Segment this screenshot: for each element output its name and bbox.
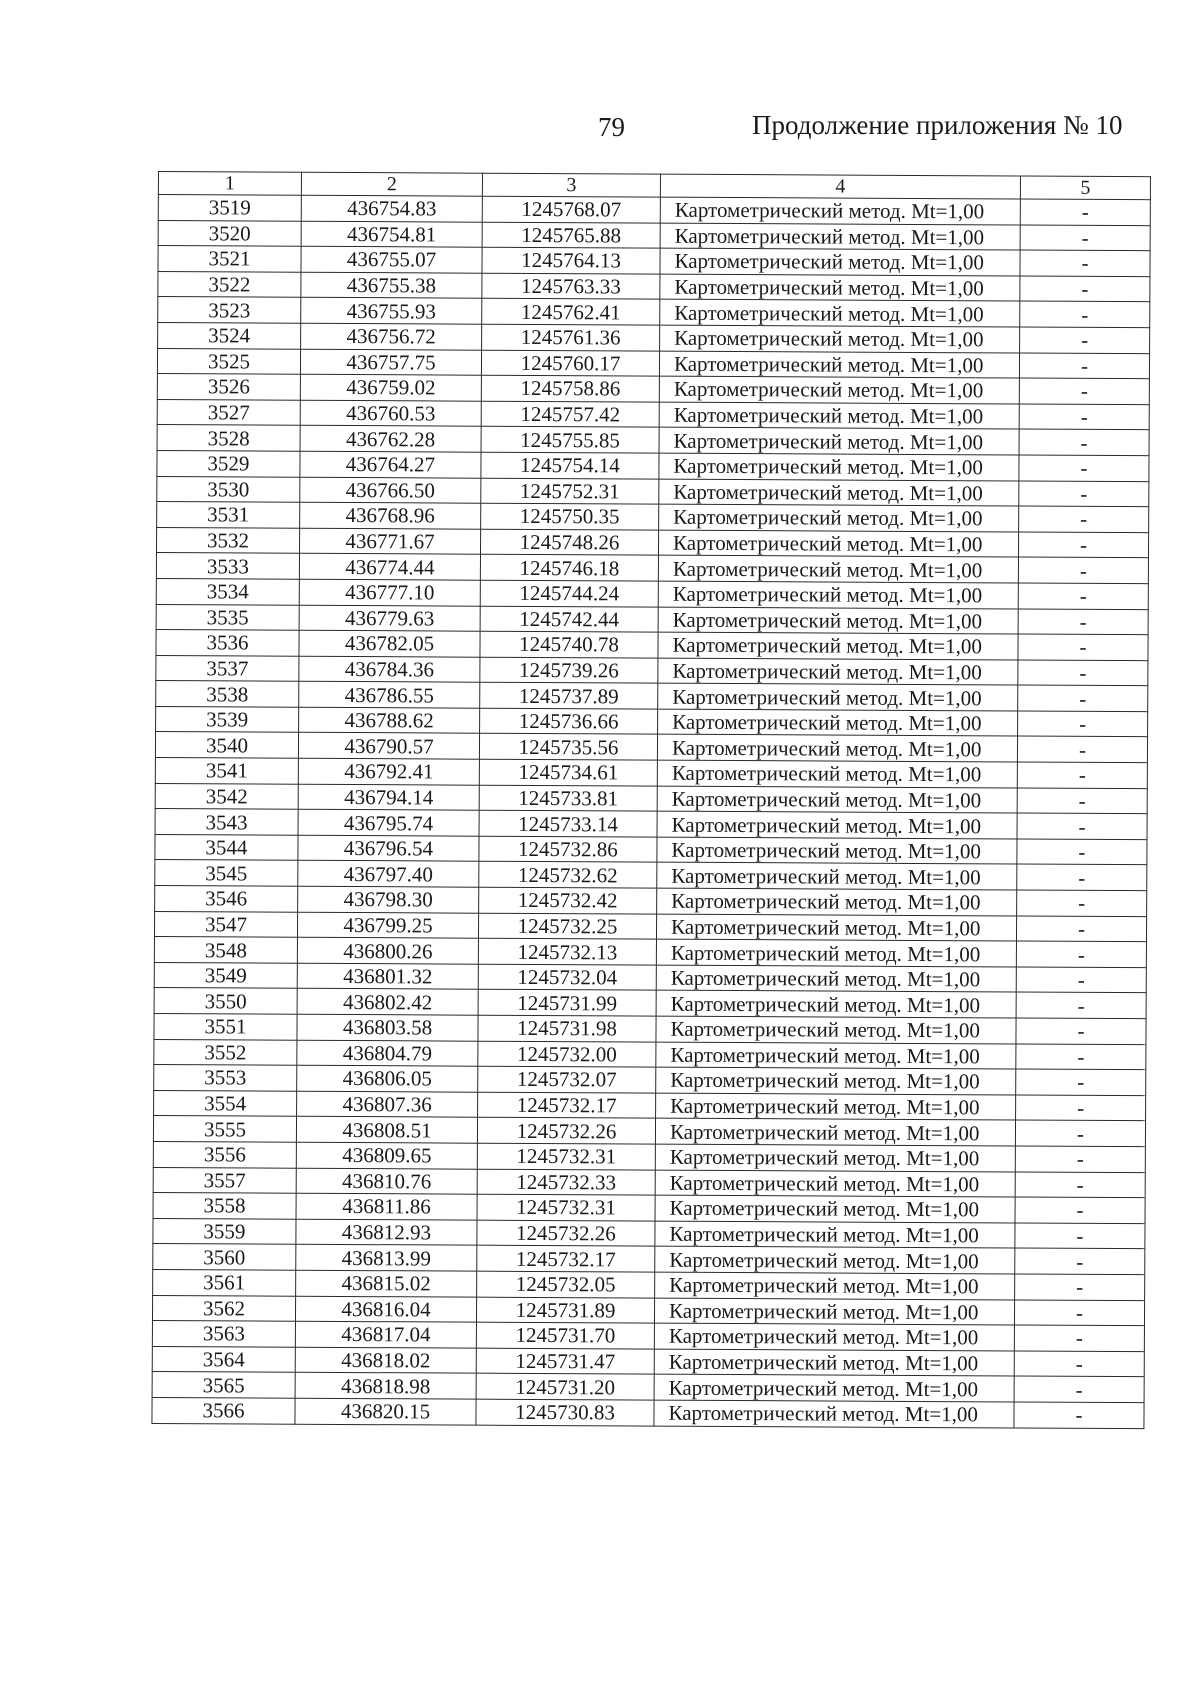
method-cell: Картометрический метод. Mt=1,00	[658, 607, 1018, 634]
x-coordinate-cell: 436755.07	[301, 246, 482, 273]
note-cell: -	[1019, 455, 1149, 481]
y-coordinate-cell: 1245732.17	[478, 1092, 656, 1119]
x-coordinate-cell: 436815.02	[296, 1270, 477, 1297]
point-number-cell: 3538	[156, 681, 299, 707]
y-coordinate-cell: 1245768.07	[482, 196, 660, 223]
method-cell: Картометрический метод. Mt=1,00	[654, 1349, 1014, 1376]
x-coordinate-cell: 436790.57	[298, 733, 479, 760]
point-number-cell: 3522	[158, 271, 301, 297]
note-cell: -	[1016, 1044, 1146, 1070]
y-coordinate-cell: 1245732.17	[477, 1246, 655, 1273]
note-cell: -	[1014, 1402, 1144, 1428]
x-coordinate-cell: 436771.67	[299, 528, 480, 555]
table-body	[152, 195, 1150, 1429]
method-cell: Картометрический метод. Mt=1,00	[660, 274, 1020, 301]
method-cell: Картометрический метод. Mt=1,00	[655, 1221, 1015, 1248]
note-cell: -	[1020, 301, 1150, 327]
note-cell: -	[1017, 864, 1147, 890]
method-cell: Картометрический метод. Mt=1,00	[656, 1042, 1016, 1069]
method-cell: Картометрический метод. Mt=1,00	[654, 1323, 1014, 1350]
x-coordinate-cell: 436811.86	[296, 1193, 477, 1220]
method-cell: Картометрический метод. Mt=1,00	[659, 351, 1019, 378]
point-number-cell: 3552	[154, 1039, 297, 1065]
point-number-cell: 3548	[154, 937, 297, 963]
note-cell: -	[1016, 1018, 1146, 1044]
y-coordinate-cell: 1245762.41	[482, 299, 660, 326]
note-cell: -	[1016, 1095, 1146, 1121]
method-cell: Картометрический метод. Mt=1,00	[657, 837, 1017, 864]
method-cell: Картометрический метод. Mt=1,00	[656, 1093, 1016, 1120]
method-cell: Картометрический метод. Mt=1,00	[655, 1118, 1015, 1145]
note-cell: -	[1015, 1172, 1145, 1198]
method-cell: Картометрический метод. Mt=1,00	[657, 735, 1017, 762]
note-cell: -	[1016, 967, 1146, 993]
note-cell: -	[1020, 225, 1150, 251]
point-number-cell: 3521	[158, 246, 301, 272]
x-coordinate-cell: 436812.93	[296, 1219, 477, 1246]
y-coordinate-cell: 1245735.56	[479, 734, 657, 761]
y-coordinate-cell: 1245755.85	[481, 427, 659, 454]
note-cell: -	[1018, 711, 1148, 737]
method-cell: Картометрический метод. Mt=1,00	[660, 223, 1020, 250]
method-cell: Картометрический метод. Mt=1,00	[657, 863, 1017, 890]
y-coordinate-cell: 1245758.86	[481, 375, 659, 402]
x-coordinate-cell: 436774.44	[299, 554, 480, 581]
point-number-cell: 3546	[155, 886, 298, 912]
method-cell: Картометрический метод. Mt=1,00	[659, 376, 1019, 403]
x-coordinate-cell: 436784.36	[299, 656, 480, 683]
method-cell: Картометрический метод. Mt=1,00	[654, 1374, 1014, 1401]
method-cell: Картометрический метод. Mt=1,00	[656, 965, 1016, 992]
point-number-cell: 3544	[155, 834, 298, 860]
note-cell: -	[1015, 1248, 1145, 1274]
note-cell: -	[1019, 481, 1149, 507]
x-coordinate-cell: 436762.28	[300, 426, 481, 453]
y-coordinate-cell: 1245732.13	[478, 938, 656, 965]
note-cell: -	[1017, 890, 1147, 916]
x-coordinate-cell: 436808.51	[296, 1117, 477, 1144]
point-number-cell: 3540	[155, 732, 298, 758]
y-coordinate-cell: 1245732.05	[477, 1271, 655, 1298]
column-header-3: 3	[482, 173, 660, 197]
x-coordinate-cell: 436764.27	[300, 451, 481, 478]
point-number-cell: 3551	[154, 1013, 297, 1039]
x-coordinate-cell: 436792.41	[298, 758, 479, 785]
point-number-cell: 3534	[156, 578, 299, 604]
point-number-cell: 3549	[154, 962, 297, 988]
y-coordinate-cell: 1245731.89	[476, 1297, 654, 1324]
note-cell: -	[1014, 1351, 1144, 1377]
method-cell: Картометрический метод. Mt=1,00	[656, 939, 1016, 966]
note-cell: -	[1015, 1146, 1145, 1172]
point-number-cell: 3557	[153, 1167, 296, 1193]
y-coordinate-cell: 1245732.31	[477, 1143, 655, 1170]
note-cell: -	[1015, 1197, 1145, 1223]
y-coordinate-cell: 1245746.18	[480, 555, 658, 582]
y-coordinate-cell: 1245732.62	[479, 862, 657, 889]
y-coordinate-cell: 1245732.07	[478, 1066, 656, 1093]
method-cell: Картометрический метод. Mt=1,00	[659, 504, 1019, 531]
point-number-cell: 3561	[153, 1269, 296, 1295]
method-cell: Картометрический метод. Mt=1,00	[657, 811, 1017, 838]
y-coordinate-cell: 1245760.17	[481, 350, 659, 377]
coordinates-table-wrapper	[151, 171, 1150, 1429]
point-number-cell: 3526	[157, 374, 300, 400]
y-coordinate-cell: 1245761.36	[482, 324, 660, 351]
method-cell: Картометрический метод. Mt=1,00	[658, 632, 1018, 659]
note-cell: -	[1020, 276, 1150, 302]
point-number-cell: 3528	[157, 425, 300, 451]
x-coordinate-cell: 436794.14	[298, 784, 479, 811]
column-header-2: 2	[301, 172, 482, 196]
note-cell: -	[1015, 1274, 1145, 1300]
point-number-cell: 3545	[155, 860, 298, 886]
method-cell: Картометрический метод. Mt=1,00	[656, 991, 1016, 1018]
x-coordinate-cell: 436803.58	[297, 1014, 478, 1041]
y-coordinate-cell: 1245731.47	[476, 1348, 654, 1375]
x-coordinate-cell: 436804.79	[297, 1040, 478, 1067]
point-number-cell: 3525	[157, 348, 300, 374]
method-cell: Картометрический метод. Mt=1,00	[658, 581, 1018, 608]
x-coordinate-cell: 436760.53	[300, 400, 481, 427]
x-coordinate-cell: 436754.83	[301, 195, 482, 222]
point-number-cell: 3562	[152, 1295, 295, 1321]
x-coordinate-cell: 436755.93	[301, 298, 482, 325]
y-coordinate-cell: 1245731.98	[478, 1015, 656, 1042]
point-number-cell: 3537	[156, 655, 299, 681]
page-number: 79	[598, 112, 625, 142]
x-coordinate-cell: 436754.81	[301, 221, 482, 248]
point-number-cell: 3520	[158, 220, 301, 246]
x-coordinate-cell: 436818.02	[295, 1347, 476, 1374]
x-coordinate-cell: 436809.65	[296, 1142, 477, 1169]
x-coordinate-cell: 436786.55	[299, 682, 480, 709]
x-coordinate-cell: 436788.62	[299, 707, 480, 734]
x-coordinate-cell: 436757.75	[300, 349, 481, 376]
point-number-cell: 3529	[157, 450, 300, 476]
note-cell: -	[1017, 788, 1147, 814]
point-number-cell: 3542	[155, 783, 298, 809]
point-number-cell: 3536	[156, 630, 299, 656]
column-header-1: 1	[158, 172, 301, 196]
point-number-cell: 3539	[156, 706, 299, 732]
x-coordinate-cell: 436797.40	[298, 861, 479, 888]
method-cell: Картометрический метод. Mt=1,00	[656, 1067, 1016, 1094]
note-cell: -	[1018, 685, 1148, 711]
method-cell: Картометрический метод. Mt=1,00	[658, 530, 1018, 557]
y-coordinate-cell: 1245757.42	[481, 401, 659, 428]
method-cell: Картометрический метод. Mt=1,00	[654, 1400, 1014, 1427]
point-number-cell: 3558	[153, 1193, 296, 1219]
method-cell: Картометрический метод. Mt=1,00	[655, 1144, 1015, 1171]
point-number-cell: 3541	[155, 758, 298, 784]
y-coordinate-cell: 1245731.99	[478, 990, 656, 1017]
point-number-cell: 3532	[157, 527, 300, 553]
x-coordinate-cell: 436807.36	[297, 1091, 478, 1118]
y-coordinate-cell: 1245752.31	[481, 478, 659, 505]
y-coordinate-cell: 1245732.26	[477, 1220, 655, 1247]
y-coordinate-cell: 1245732.86	[479, 836, 657, 863]
x-coordinate-cell: 436817.04	[295, 1321, 476, 1348]
point-number-cell: 3563	[152, 1321, 295, 1347]
method-cell: Картометрический метод. Mt=1,00	[660, 197, 1020, 224]
y-coordinate-cell: 1245763.33	[482, 273, 660, 300]
method-cell: Картометрический метод. Mt=1,00	[657, 888, 1017, 915]
note-cell: -	[1018, 660, 1148, 686]
y-coordinate-cell: 1245732.04	[478, 964, 656, 991]
y-coordinate-cell: 1245730.83	[476, 1399, 654, 1426]
note-cell: -	[1017, 762, 1147, 788]
y-coordinate-cell: 1245734.61	[479, 759, 657, 786]
point-number-cell: 3519	[158, 195, 301, 221]
x-coordinate-cell: 436779.63	[299, 605, 480, 632]
note-cell: -	[1018, 557, 1148, 583]
method-cell: Картометрический метод. Mt=1,00	[655, 1195, 1015, 1222]
y-coordinate-cell: 1245732.25	[478, 913, 656, 940]
y-coordinate-cell: 1245732.33	[477, 1169, 655, 1196]
x-coordinate-cell: 436756.72	[301, 323, 482, 350]
y-coordinate-cell: 1245731.70	[476, 1322, 654, 1349]
x-coordinate-cell: 436801.32	[297, 963, 478, 990]
point-number-cell: 3566	[152, 1397, 295, 1423]
note-cell: -	[1017, 813, 1147, 839]
y-coordinate-cell: 1245750.35	[481, 503, 659, 530]
y-coordinate-cell: 1245732.26	[477, 1118, 655, 1145]
method-cell: Картометрический метод. Mt=1,00	[658, 683, 1018, 710]
note-cell: -	[1019, 378, 1149, 404]
y-coordinate-cell: 1245737.89	[480, 682, 658, 709]
note-cell: -	[1019, 429, 1149, 455]
method-cell: Картометрический метод. Mt=1,00	[660, 248, 1020, 275]
page-caption: Продолжение приложения № 10	[752, 110, 1123, 140]
method-cell: Картометрический метод. Mt=1,00	[660, 325, 1020, 352]
point-number-cell: 3533	[156, 553, 299, 579]
x-coordinate-cell: 436806.05	[297, 1065, 478, 1092]
note-cell: -	[1020, 250, 1150, 276]
y-coordinate-cell: 1245764.13	[482, 247, 660, 274]
x-coordinate-cell: 436766.50	[300, 477, 481, 504]
x-coordinate-cell: 436759.02	[300, 374, 481, 401]
method-cell: Картометрический метод. Mt=1,00	[655, 1272, 1015, 1299]
x-coordinate-cell: 436799.25	[297, 912, 478, 939]
point-number-cell: 3547	[154, 911, 297, 937]
note-cell: -	[1017, 736, 1147, 762]
note-cell: -	[1019, 353, 1149, 379]
x-coordinate-cell: 436800.26	[297, 937, 478, 964]
point-number-cell: 3555	[153, 1116, 296, 1142]
x-coordinate-cell: 436777.10	[299, 579, 480, 606]
point-number-cell: 3564	[152, 1346, 295, 1372]
method-cell: Картометрический метод. Mt=1,00	[655, 1246, 1015, 1273]
method-cell: Картометрический метод. Mt=1,00	[655, 1170, 1015, 1197]
y-coordinate-cell: 1245742.44	[480, 606, 658, 633]
point-number-cell: 3553	[154, 1065, 297, 1091]
x-coordinate-cell: 436795.74	[298, 809, 479, 836]
note-cell: -	[1020, 199, 1150, 225]
note-cell: -	[1018, 583, 1148, 609]
point-number-cell: 3524	[158, 322, 301, 348]
y-coordinate-cell: 1245744.24	[480, 580, 658, 607]
point-number-cell: 3559	[153, 1218, 296, 1244]
method-cell: Картометрический метод. Mt=1,00	[658, 555, 1018, 582]
y-coordinate-cell: 1245754.14	[481, 452, 659, 479]
point-number-cell: 3531	[157, 502, 300, 528]
note-cell: -	[1018, 609, 1148, 635]
x-coordinate-cell: 436798.30	[298, 886, 479, 913]
note-cell: -	[1019, 506, 1149, 532]
point-number-cell: 3530	[157, 476, 300, 502]
method-cell: Картометрический метод. Mt=1,00	[659, 427, 1019, 454]
y-coordinate-cell: 1245732.42	[479, 887, 657, 914]
point-number-cell: 3543	[155, 809, 298, 835]
column-header-5: 5	[1020, 176, 1150, 200]
x-coordinate-cell: 436816.04	[295, 1296, 476, 1323]
note-cell: -	[1016, 916, 1146, 942]
x-coordinate-cell: 436818.98	[295, 1373, 476, 1400]
note-cell: -	[1014, 1300, 1144, 1326]
note-cell: -	[1016, 1069, 1146, 1095]
method-cell: Картометрический метод. Mt=1,00	[657, 786, 1017, 813]
y-coordinate-cell: 1245731.20	[476, 1373, 654, 1400]
x-coordinate-cell: 436768.96	[300, 502, 481, 529]
y-coordinate-cell: 1245733.14	[479, 810, 657, 837]
method-cell: Картометрический метод. Mt=1,00	[656, 914, 1016, 941]
x-coordinate-cell: 436782.05	[299, 630, 480, 657]
y-coordinate-cell: 1245733.81	[479, 785, 657, 812]
method-cell: Картометрический метод. Mt=1,00	[659, 479, 1019, 506]
y-coordinate-cell: 1245740.78	[480, 631, 658, 658]
method-cell: Картометрический метод. Mt=1,00	[658, 709, 1018, 736]
y-coordinate-cell: 1245765.88	[482, 222, 660, 249]
point-number-cell: 3535	[156, 604, 299, 630]
point-number-cell: 3527	[157, 399, 300, 425]
method-cell: Картометрический метод. Mt=1,00	[658, 658, 1018, 685]
method-cell: Картометрический метод. Mt=1,00	[660, 300, 1020, 327]
note-cell: -	[1017, 839, 1147, 865]
x-coordinate-cell: 436802.42	[297, 989, 478, 1016]
point-number-cell: 3560	[153, 1244, 296, 1270]
x-coordinate-cell: 436820.15	[295, 1398, 476, 1425]
method-cell: Картометрический метод. Mt=1,00	[659, 402, 1019, 429]
note-cell: -	[1015, 1223, 1145, 1249]
note-cell: -	[1018, 532, 1148, 558]
method-cell: Картометрический метод. Mt=1,00	[657, 760, 1017, 787]
column-header-4: 4	[660, 174, 1020, 199]
method-cell: Картометрический метод. Mt=1,00	[654, 1298, 1014, 1325]
note-cell: -	[1014, 1376, 1144, 1402]
x-coordinate-cell: 436813.99	[296, 1245, 477, 1272]
point-number-cell: 3523	[158, 297, 301, 323]
method-cell: Картометрический метод. Mt=1,00	[656, 1016, 1016, 1043]
note-cell: -	[1016, 992, 1146, 1018]
note-cell: -	[1018, 634, 1148, 660]
method-cell: Картометрический метод. Mt=1,00	[659, 453, 1019, 480]
y-coordinate-cell: 1245732.31	[477, 1194, 655, 1221]
y-coordinate-cell: 1245748.26	[480, 529, 658, 556]
x-coordinate-cell: 436796.54	[298, 835, 479, 862]
y-coordinate-cell: 1245732.00	[478, 1041, 656, 1068]
x-coordinate-cell: 436755.38	[301, 272, 482, 299]
note-cell: -	[1016, 941, 1146, 967]
y-coordinate-cell: 1245739.26	[480, 657, 658, 684]
x-coordinate-cell: 436810.76	[296, 1168, 477, 1195]
table-row	[152, 1397, 1144, 1428]
point-number-cell: 3550	[154, 988, 297, 1014]
point-number-cell: 3554	[154, 1090, 297, 1116]
note-cell: -	[1020, 327, 1150, 353]
y-coordinate-cell: 1245736.66	[480, 708, 658, 735]
note-cell: -	[1014, 1325, 1144, 1351]
note-cell: -	[1019, 404, 1149, 430]
coordinates-table	[151, 171, 1151, 1429]
note-cell: -	[1015, 1120, 1145, 1146]
point-number-cell: 3556	[153, 1141, 296, 1167]
point-number-cell: 3565	[152, 1372, 295, 1398]
